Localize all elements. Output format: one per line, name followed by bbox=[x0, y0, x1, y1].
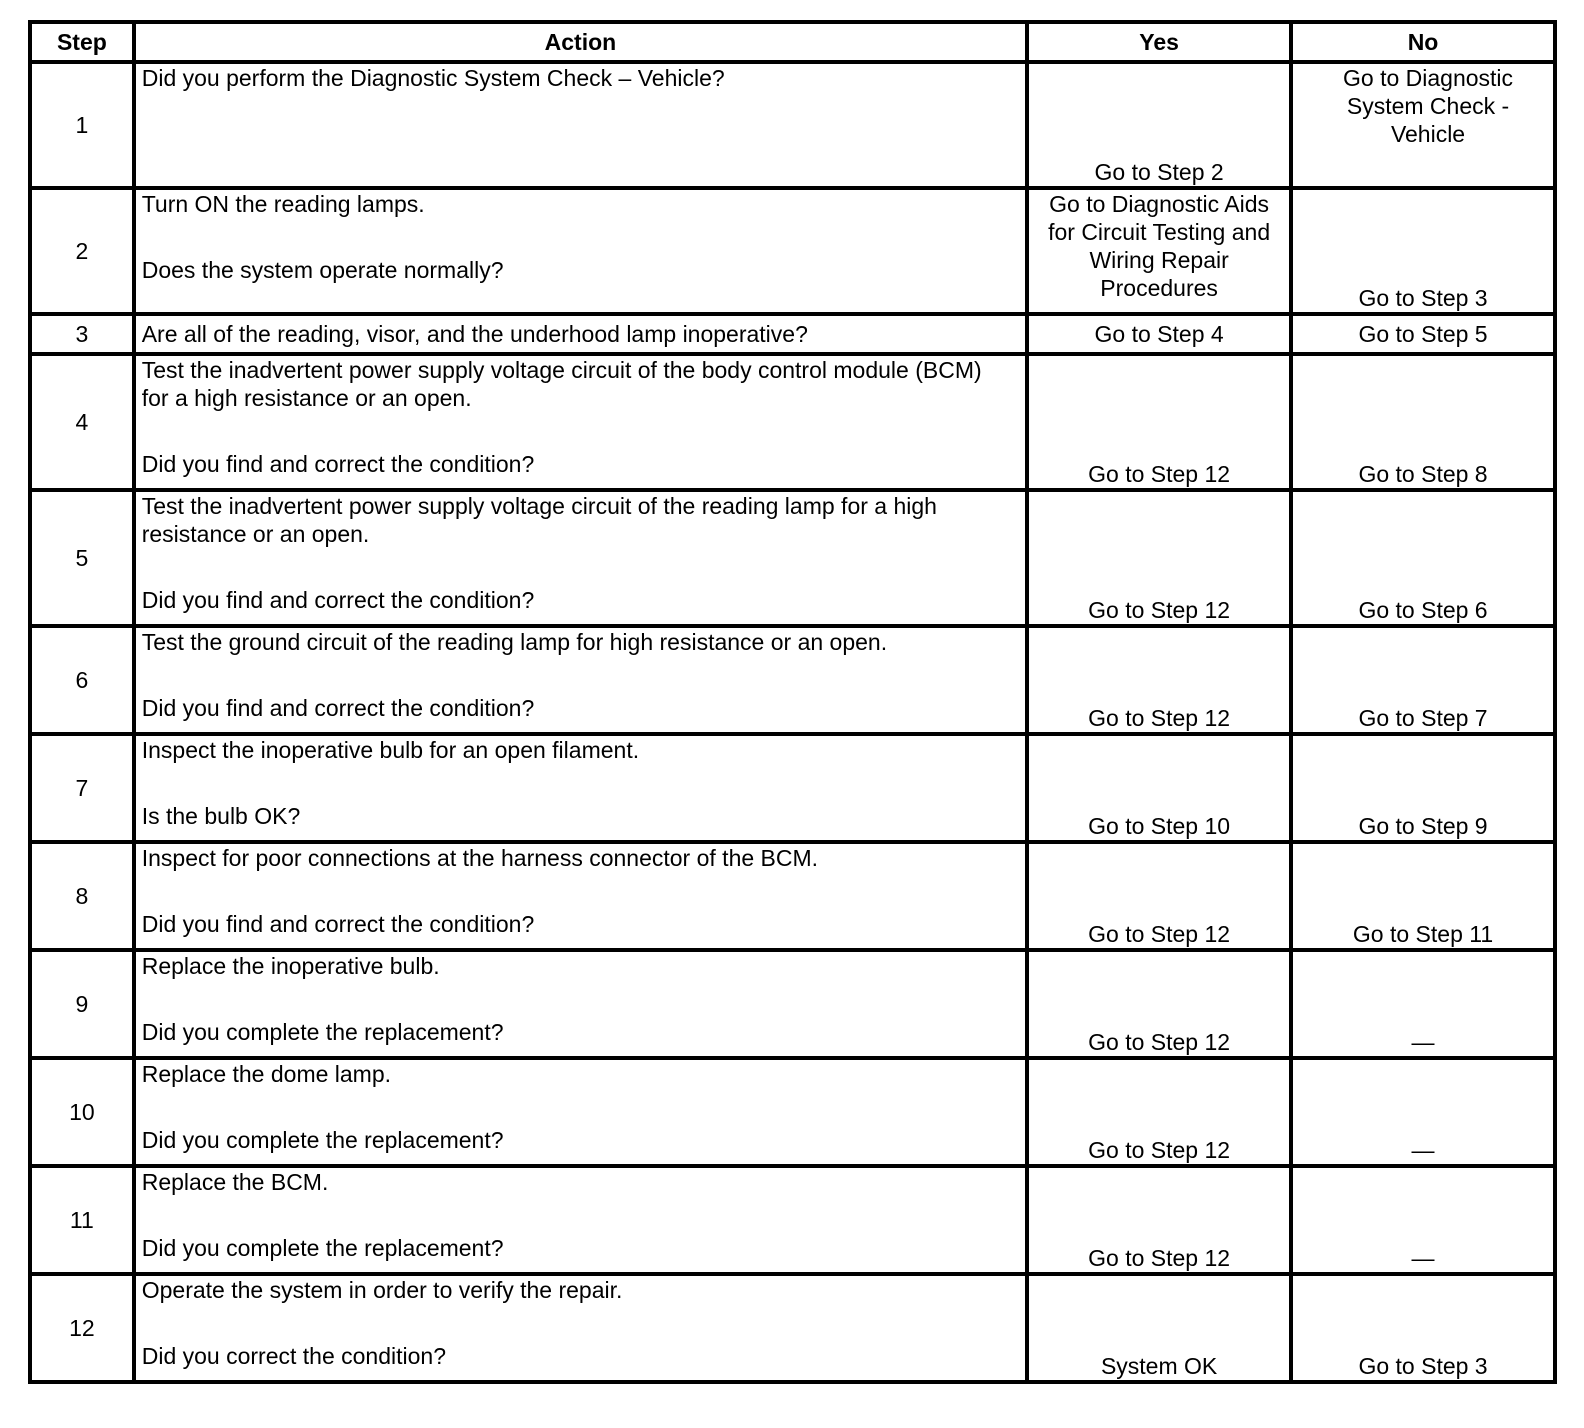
no-cell: Go to Step 5 bbox=[1291, 314, 1555, 354]
no-cell bbox=[1291, 62, 1555, 188]
header-no: No bbox=[1291, 22, 1555, 62]
header-action: Action bbox=[134, 22, 1027, 62]
action-instruction: Test the ground circuit of the reading lamp for high resistance or an open. bbox=[141, 629, 888, 655]
action-cell bbox=[134, 314, 1027, 354]
action-instruction: Replace the BCM. bbox=[141, 1169, 329, 1195]
action-question: Did you complete the replacement? bbox=[141, 1235, 504, 1261]
action-instruction: Are all of the reading, visor, and the underhood lamp inoperative? bbox=[141, 321, 808, 347]
action-question: Does the system operate normally? bbox=[141, 257, 504, 283]
action-cell bbox=[134, 842, 1027, 950]
action-question: Did you complete the replacement? bbox=[141, 1019, 504, 1045]
yes-cell: Go to Step 12 bbox=[1027, 354, 1291, 490]
yes-cell: System OK bbox=[1027, 1274, 1291, 1382]
action-question: Is the bulb OK? bbox=[141, 803, 301, 829]
no-cell: — bbox=[1291, 950, 1555, 1058]
no-text: Go to Diagnostic System Check - Vehicle bbox=[1343, 65, 1514, 147]
yes-cell: Go to Step 12 bbox=[1027, 1058, 1291, 1166]
yes-cell: Go to Step 12 bbox=[1027, 490, 1291, 626]
no-cell: Go to Step 7 bbox=[1291, 626, 1555, 734]
step-number: 2 bbox=[30, 188, 134, 314]
yes-cell: Go to Step 12 bbox=[1027, 950, 1291, 1058]
action-cell bbox=[134, 188, 1027, 314]
header-step: Step bbox=[30, 22, 134, 62]
action-cell bbox=[134, 1058, 1027, 1166]
table-row bbox=[30, 950, 1555, 1058]
table-row bbox=[30, 842, 1555, 950]
step-number: 10 bbox=[30, 1058, 134, 1166]
action-question: Did you find and correct the condition? bbox=[141, 911, 535, 937]
yes-cell: Go to Step 12 bbox=[1027, 842, 1291, 950]
no-cell: Go to Step 11 bbox=[1291, 842, 1555, 950]
no-cell: Go to Step 9 bbox=[1291, 734, 1555, 842]
no-cell: Go to Step 8 bbox=[1291, 354, 1555, 490]
table-row bbox=[30, 734, 1555, 842]
action-instruction: Test the inadvertent power supply voltage circuit of the reading lamp for a high resistance or an open. bbox=[141, 493, 937, 547]
step-number: 1 bbox=[30, 62, 134, 188]
action-cell bbox=[134, 1166, 1027, 1274]
action-instruction: Inspect the inoperative bulb for an open filament. bbox=[141, 737, 640, 763]
action-question: Did you find and correct the condition? bbox=[141, 451, 535, 477]
table-row bbox=[30, 1274, 1555, 1382]
step-number: 7 bbox=[30, 734, 134, 842]
header-row bbox=[30, 22, 1555, 62]
yes-cell: Go to Step 12 bbox=[1027, 1166, 1291, 1274]
diagnostic-table bbox=[28, 20, 1557, 1384]
no-cell: — bbox=[1291, 1058, 1555, 1166]
table-row bbox=[30, 1166, 1555, 1274]
table-row bbox=[30, 62, 1555, 188]
action-cell bbox=[134, 734, 1027, 842]
step-number: 11 bbox=[30, 1166, 134, 1274]
header-yes: Yes bbox=[1027, 22, 1291, 62]
table-row bbox=[30, 490, 1555, 626]
action-cell bbox=[134, 62, 1027, 188]
yes-cell: Go to Step 2 bbox=[1027, 62, 1291, 188]
step-number: 5 bbox=[30, 490, 134, 626]
action-instruction: Replace the dome lamp. bbox=[141, 1061, 392, 1087]
yes-cell: Go to Step 12 bbox=[1027, 626, 1291, 734]
action-cell bbox=[134, 950, 1027, 1058]
action-question: Did you find and correct the condition? bbox=[141, 587, 535, 613]
step-number: 6 bbox=[30, 626, 134, 734]
table-row bbox=[30, 1058, 1555, 1166]
action-cell bbox=[134, 354, 1027, 490]
step-number: 12 bbox=[30, 1274, 134, 1382]
action-question: Did you complete the replacement? bbox=[141, 1127, 504, 1153]
table-row bbox=[30, 188, 1555, 314]
action-instruction: Did you perform the Diagnostic System Check – Vehicle? bbox=[141, 65, 725, 91]
action-cell bbox=[134, 626, 1027, 734]
action-question: Did you find and correct the condition? bbox=[141, 695, 535, 721]
action-cell bbox=[134, 490, 1027, 626]
action-instruction: Test the inadvertent power supply voltage circuit of the body control module (BCM) for a high resistance or an open. bbox=[141, 357, 982, 411]
yes-cell: Go to Step 10 bbox=[1027, 734, 1291, 842]
yes-cell: Go to Step 4 bbox=[1027, 314, 1291, 354]
action-instruction: Replace the inoperative bulb. bbox=[141, 953, 440, 979]
no-cell: Go to Step 3 bbox=[1291, 1274, 1555, 1382]
action-question: Did you correct the condition? bbox=[141, 1343, 446, 1369]
action-instruction: Inspect for poor connections at the harness connector of the BCM. bbox=[141, 845, 819, 871]
action-instruction: Operate the system in order to verify the repair. bbox=[141, 1277, 623, 1303]
table-row bbox=[30, 314, 1555, 354]
table-row bbox=[30, 354, 1555, 490]
table-row bbox=[30, 626, 1555, 734]
no-cell: Go to Step 3 bbox=[1291, 188, 1555, 314]
step-number: 3 bbox=[30, 314, 134, 354]
yes-cell: Go to Diagnostic Aids for Circuit Testing and Wiring Repair Procedures bbox=[1027, 188, 1291, 314]
no-cell: — bbox=[1291, 1166, 1555, 1274]
action-instruction: Turn ON the reading lamps. bbox=[141, 191, 425, 217]
step-number: 8 bbox=[30, 842, 134, 950]
step-number: 4 bbox=[30, 354, 134, 490]
action-cell bbox=[134, 1274, 1027, 1382]
step-number: 9 bbox=[30, 950, 134, 1058]
no-cell: Go to Step 6 bbox=[1291, 490, 1555, 626]
